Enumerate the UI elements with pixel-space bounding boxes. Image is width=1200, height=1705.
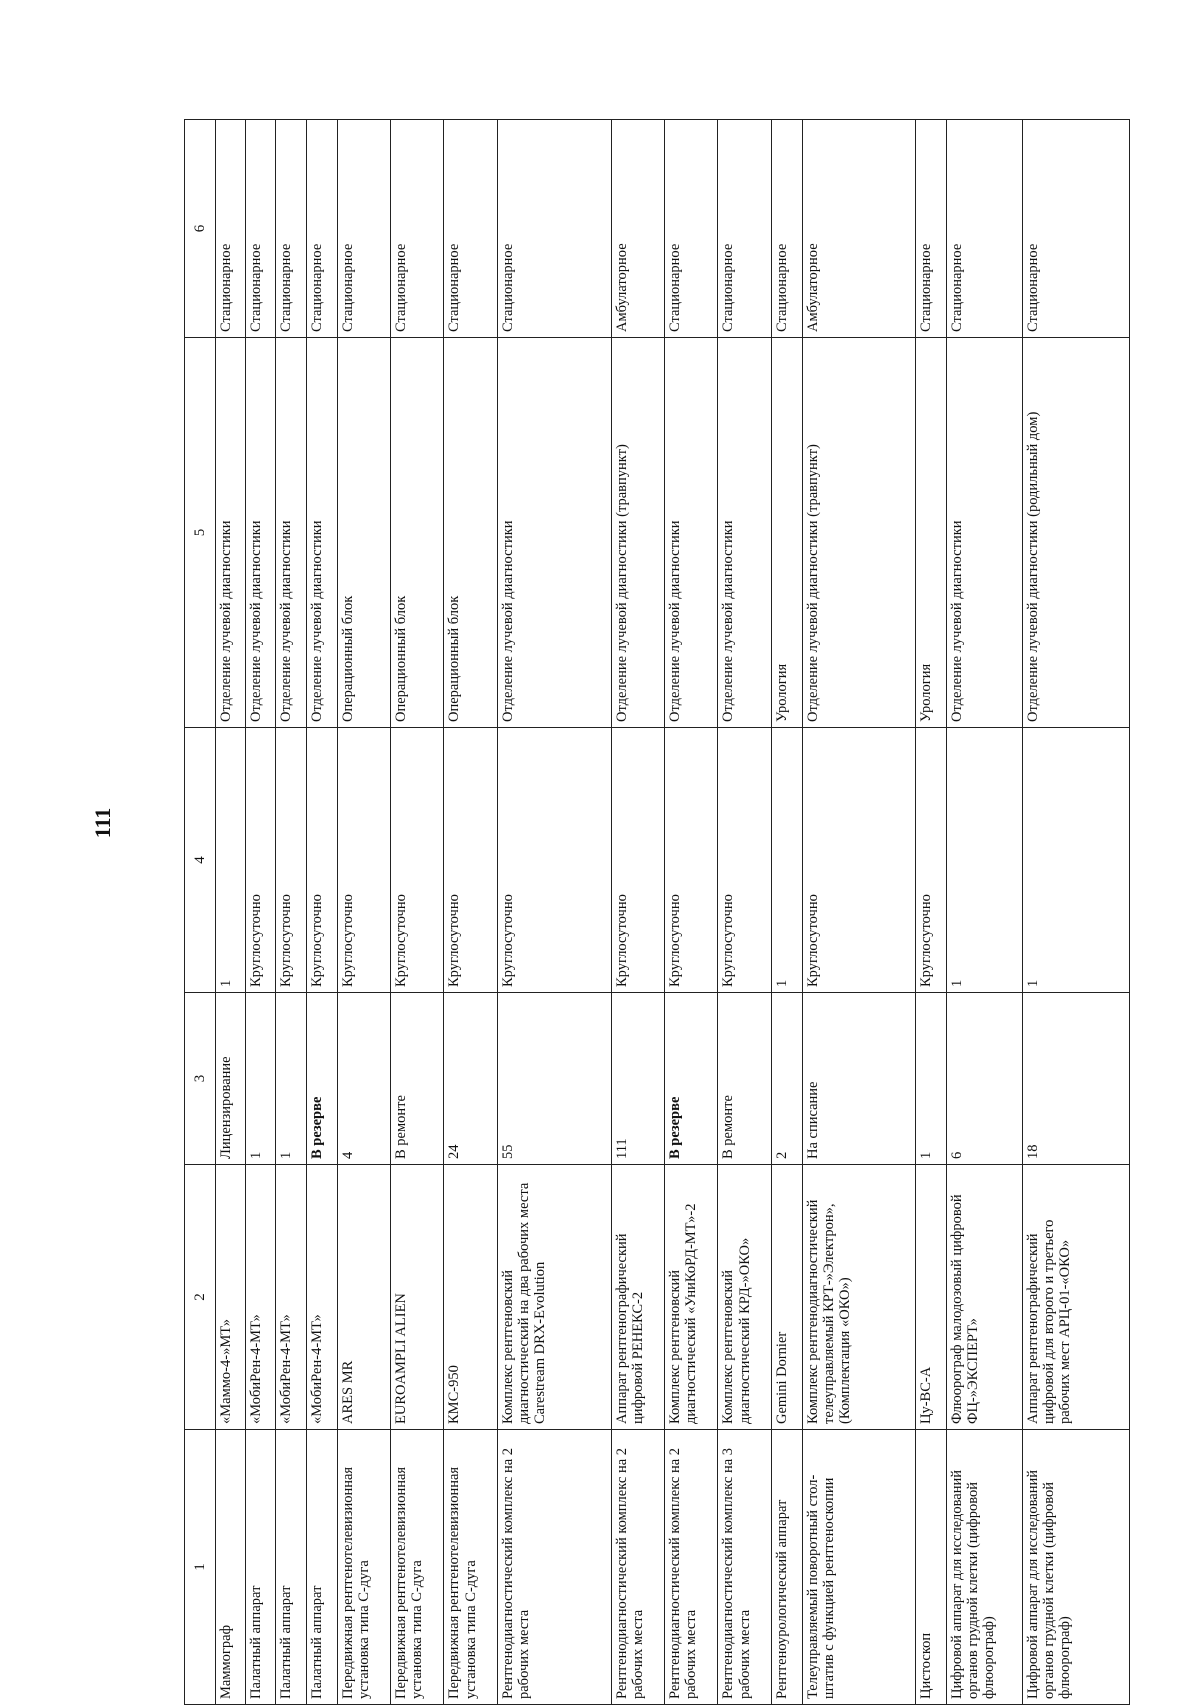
- table-row: [771, 120, 802, 1705]
- table-cell-col-2: Комплекс рентгеновский диагностический «УниКоРД-МТ»-2: [664, 1165, 717, 1430]
- table-cell-col-2: Аппарат рентгенографический цифровой для второго и третьего рабочих мест АРЦ-01-«ОКО»: [1023, 1165, 1130, 1430]
- table-cell-col-6: Стационарное: [771, 120, 802, 338]
- table-cell-col-6: Стационарное: [946, 120, 1022, 338]
- table-cell-col-4: 1: [216, 728, 246, 993]
- table-cell-col-4: 1: [771, 728, 802, 993]
- table-cell-col-6: Стационарное: [444, 120, 497, 338]
- column-header-3: 3: [185, 993, 216, 1165]
- table-cell-col-3: В резерве: [664, 993, 717, 1165]
- table-cell-col-3: В ремонте: [391, 993, 444, 1165]
- table-row: [391, 120, 444, 1705]
- page-number: 111: [90, 807, 115, 839]
- table-row: [916, 120, 947, 1705]
- table-cell-col-1: Передвижная рентгенотелевизионная установка типа С-дуга: [337, 1430, 390, 1705]
- table-row: [497, 120, 611, 1705]
- table-cell-col-1: Палатный аппарат: [276, 1430, 307, 1705]
- table-cell-col-6: Стационарное: [718, 120, 771, 338]
- table-cell-col-1: Рентгенодиагностический комплекс на 2 рабочих места: [611, 1430, 664, 1705]
- column-header-5: 5: [185, 338, 216, 728]
- table-cell-col-5: Операционный блок: [391, 338, 444, 728]
- table-row: [306, 120, 337, 1705]
- table-cell-col-3: Лицензирование: [216, 993, 246, 1165]
- table-cell-col-6: Стационарное: [497, 120, 611, 338]
- table-cell-col-1: Рентгеноурологический аппарат: [771, 1430, 802, 1705]
- table-cell-col-4: Круглосуточно: [444, 728, 497, 993]
- table-row: [444, 120, 497, 1705]
- table-cell-col-6: Стационарное: [306, 120, 337, 338]
- column-header-1: 1: [185, 1430, 216, 1705]
- table-cell-col-2: Аппарат рентгенографический цифровой РЕНЕКС-2: [611, 1165, 664, 1430]
- table-cell-col-2: ARES MR: [337, 1165, 390, 1430]
- table-cell-col-2: Gemini Dornier: [771, 1165, 802, 1430]
- table-cell-col-4: Круглосуточно: [276, 728, 307, 993]
- table-cell-col-3: В резерве: [306, 993, 337, 1165]
- table-cell-col-1: Телеуправляемый поворотный стол-штатив с функцией рентгеноскопии: [802, 1430, 916, 1705]
- table-cell-col-5: Урология: [916, 338, 947, 728]
- table-cell-col-6: Стационарное: [216, 120, 246, 338]
- table-cell-col-4: 1: [946, 728, 1022, 993]
- table-cell-col-2: КМС-950: [444, 1165, 497, 1430]
- table-cell-col-3: В ремонте: [718, 993, 771, 1165]
- table-cell-col-4: Круглосуточно: [245, 728, 276, 993]
- table-cell-col-2: Комплекс рентгенодиагностический телеуправляемый КРТ-»Электрон», (Комплектация «ОКО»): [802, 1165, 916, 1430]
- table-cell-col-1: Рентгенодиагностический комплекс на 2 рабочих места: [497, 1430, 611, 1705]
- table-cell-col-1: Цифровой аппарат для исследований органов грудной клетки (цифровой флюорограф): [946, 1430, 1022, 1705]
- table-cell-col-2: «МобиРен-4-МТ»: [306, 1165, 337, 1430]
- table-cell-col-5: Отделение лучевой диагностики: [306, 338, 337, 728]
- table-cell-col-4: Круглосуточно: [497, 728, 611, 993]
- table-cell-col-3: 1: [245, 993, 276, 1165]
- table-cell-col-2: Комплекс рентгеновский диагностический КРД-»ОКО»: [718, 1165, 771, 1430]
- table-row: [802, 120, 916, 1705]
- table-cell-col-5: Отделение лучевой диагностики: [216, 338, 246, 728]
- table-cell-col-6: Амбулаторное: [611, 120, 664, 338]
- table-row: [1023, 120, 1130, 1705]
- table-cell-col-3: 1: [916, 993, 947, 1165]
- table-cell-col-5: Операционный блок: [337, 338, 390, 728]
- table-cell-col-2: Флюорограф малодозовый цифровой ФЦ-»ЭКСПЕРТ»: [946, 1165, 1022, 1430]
- table-cell-col-1: Рентгенодиагностический комплекс на 2 рабочих места: [664, 1430, 717, 1705]
- table-cell-col-6: Стационарное: [916, 120, 947, 338]
- table-cell-col-3: 4: [337, 993, 390, 1165]
- table-body: [216, 120, 1130, 1705]
- column-header-4: 4: [185, 728, 216, 993]
- table-cell-col-3: 111: [611, 993, 664, 1165]
- table-header-row: [185, 120, 216, 1705]
- table-cell-col-5: Отделение лучевой диагностики: [946, 338, 1022, 728]
- table-cell-col-5: Отделение лучевой диагностики (травпункт): [611, 338, 664, 728]
- table-cell-col-2: «МобиРен-4-МТ»: [276, 1165, 307, 1430]
- equipment-table: [184, 119, 1130, 1705]
- table-cell-col-5: Отделение лучевой диагностики (травпункт): [802, 338, 916, 728]
- table-cell-col-6: Стационарное: [337, 120, 390, 338]
- table-cell-col-3: 18: [1023, 993, 1130, 1165]
- table-cell-col-3: 24: [444, 993, 497, 1165]
- column-header-2: 2: [185, 1165, 216, 1430]
- table-cell-col-1: Передвижная рентгенотелевизионная установка типа С-дуга: [444, 1430, 497, 1705]
- table-cell-col-6: Амбулаторное: [802, 120, 916, 338]
- table-cell-col-1: Маммограф: [216, 1430, 246, 1705]
- table-cell-col-6: Стационарное: [664, 120, 717, 338]
- table-cell-col-5: Отделение лучевой диагностики: [664, 338, 717, 728]
- equipment-table-container: [184, 120, 1130, 1705]
- table-cell-col-3: На списание: [802, 993, 916, 1165]
- table-cell-col-1: Цистоскоп: [916, 1430, 947, 1705]
- table-cell-col-1: Цифровой аппарат для исследований органов грудной клетки (цифровой флюорограф): [1023, 1430, 1130, 1705]
- table-row: [216, 120, 246, 1705]
- table-cell-col-6: Стационарное: [276, 120, 307, 338]
- table-cell-col-2: Комплекс рентгеновский диагностический на два рабочих места Carestream DRX-Evolution: [497, 1165, 611, 1430]
- table-cell-col-3: 6: [946, 993, 1022, 1165]
- table-cell-col-4: Круглосуточно: [916, 728, 947, 993]
- column-header-6: 6: [185, 120, 216, 338]
- table-row: [337, 120, 390, 1705]
- table-cell-col-6: Стационарное: [1023, 120, 1130, 338]
- table-cell-col-5: Отделение лучевой диагностики (родильный дом): [1023, 338, 1130, 728]
- table-cell-col-3: 2: [771, 993, 802, 1165]
- table-cell-col-4: Круглосуточно: [718, 728, 771, 993]
- table-cell-col-1: Палатный аппарат: [306, 1430, 337, 1705]
- table-cell-col-4: Круглосуточно: [337, 728, 390, 993]
- table-cell-col-6: Стационарное: [245, 120, 276, 338]
- table-cell-col-4: Круглосуточно: [802, 728, 916, 993]
- table-row: [245, 120, 276, 1705]
- table-cell-col-4: 1: [1023, 728, 1130, 993]
- table-cell-col-5: Отделение лучевой диагностики: [276, 338, 307, 728]
- table-row: [611, 120, 664, 1705]
- table-cell-col-5: Отделение лучевой диагностики: [245, 338, 276, 728]
- table-cell-col-4: Круглосуточно: [611, 728, 664, 993]
- table-cell-col-5: Операционный блок: [444, 338, 497, 728]
- table-row: [664, 120, 717, 1705]
- table-cell-col-3: 1: [276, 993, 307, 1165]
- table-cell-col-2: Цу-ВС-А: [916, 1165, 947, 1430]
- table-cell-col-5: Отделение лучевой диагностики: [497, 338, 611, 728]
- table-cell-col-4: Круглосуточно: [664, 728, 717, 993]
- table-cell-col-2: «Маммо-4-»МТ»: [216, 1165, 246, 1430]
- table-cell-col-4: Круглосуточно: [306, 728, 337, 993]
- table-cell-col-1: Палатный аппарат: [245, 1430, 276, 1705]
- table-cell-col-5: Урология: [771, 338, 802, 728]
- table-row: [718, 120, 771, 1705]
- table-cell-col-2: EUROAMPLI ALIEN: [391, 1165, 444, 1430]
- table-cell-col-1: Передвижная рентгенотелевизионная установка типа С-дуга: [391, 1430, 444, 1705]
- table-row: [276, 120, 307, 1705]
- table-cell-col-1: Рентгенодиагностический комплекс на 3 рабочих места: [718, 1430, 771, 1705]
- table-cell-col-2: «МобиРен-4-МТ»: [245, 1165, 276, 1430]
- table-cell-col-6: Стационарное: [391, 120, 444, 338]
- table-cell-col-5: Отделение лучевой диагностики: [718, 338, 771, 728]
- table-row: [946, 120, 1022, 1705]
- table-cell-col-4: Круглосуточно: [391, 728, 444, 993]
- table-cell-col-3: 55: [497, 993, 611, 1165]
